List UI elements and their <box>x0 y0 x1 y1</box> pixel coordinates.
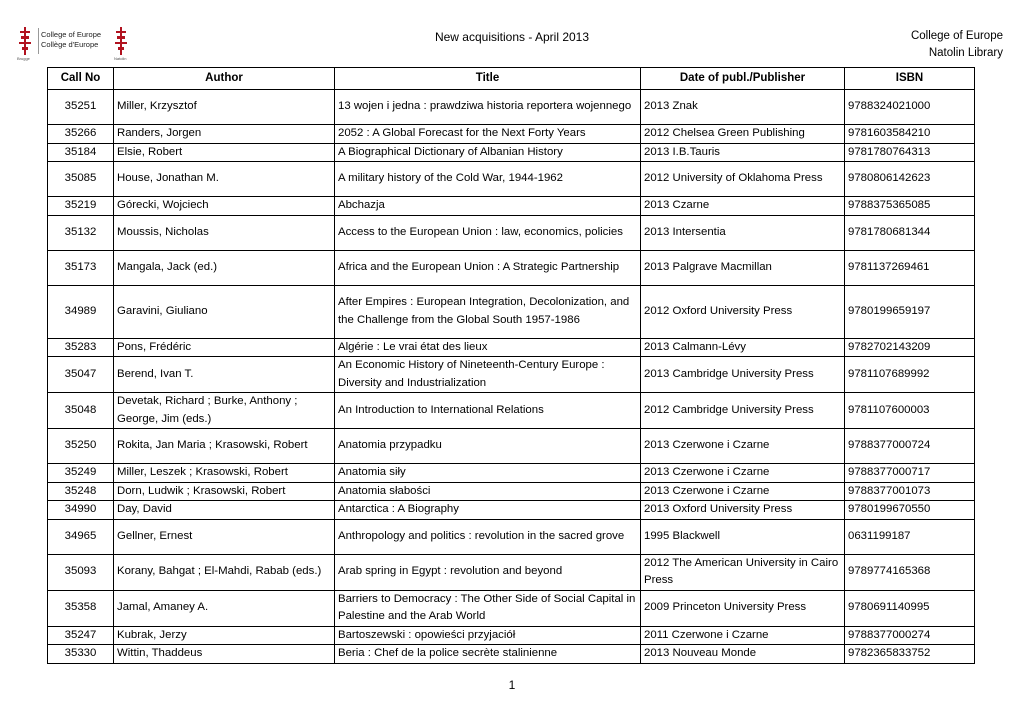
table-header-row <box>48 68 975 90</box>
publisher-cell: 2012 Oxford University Press <box>641 285 845 338</box>
publisher-cell: 2013 Czarne <box>641 197 845 216</box>
author-cell: Pons, Frédéric <box>114 338 335 357</box>
call-no-cell: 35219 <box>48 197 114 216</box>
column-header-call-no: Call No <box>48 68 114 90</box>
publisher-cell: 2012 The American University in Cairo Press <box>641 554 845 590</box>
publisher-cell: 2013 Znak <box>641 90 845 125</box>
table-row <box>48 393 975 429</box>
column-header-isbn: ISBN <box>845 68 975 90</box>
title-cell: A Biographical Dictionary of Albanian History <box>335 143 641 162</box>
isbn-cell: 9781107689992 <box>845 357 975 393</box>
publisher-cell: 2013 Czerwone i Czarne <box>641 429 845 464</box>
call-no-cell: 35132 <box>48 215 114 250</box>
author-cell: Dorn, Ludwik ; Krasowski, Robert <box>114 482 335 501</box>
call-no-cell: 35358 <box>48 590 114 626</box>
call-no-cell: 35250 <box>48 429 114 464</box>
table-row <box>48 357 975 393</box>
institution-name: College of Europe <box>910 30 1003 42</box>
publisher-cell: 2012 Chelsea Green Publishing <box>641 125 845 144</box>
table-row <box>48 90 975 125</box>
call-no-cell: 35048 <box>48 393 114 429</box>
title-cell: Arab spring in Egypt : revolution and beyond <box>335 554 641 590</box>
title-cell: Anatomia siły <box>335 464 641 483</box>
brugge-caption: Brugge <box>17 56 30 61</box>
call-no-cell: 35330 <box>48 645 114 664</box>
table-row <box>48 162 975 197</box>
publisher-cell: 2013 Calmann-Lévy <box>641 338 845 357</box>
column-header-author: Author <box>114 68 335 90</box>
isbn-cell: 9780199659197 <box>845 285 975 338</box>
title-cell: A military history of the Cold War, 1944-1962 <box>335 162 641 197</box>
table-row <box>48 338 975 357</box>
table-row <box>48 464 975 483</box>
isbn-cell: 0631199187 <box>845 519 975 554</box>
isbn-cell: 9789774165368 <box>845 554 975 590</box>
table-row <box>48 554 975 590</box>
logo-line-2: Collège d'Europe <box>41 40 99 49</box>
author-cell: Miller, Krzysztof <box>114 90 335 125</box>
call-no-cell: 35173 <box>48 250 114 285</box>
call-no-cell: 35047 <box>48 357 114 393</box>
page-number: 1 <box>508 678 516 692</box>
publisher-cell: 1995 Blackwell <box>641 519 845 554</box>
title-cell: After Empires : European Integration, Decolonization, and the Challenge from the Global South 1957-1986 <box>335 285 641 338</box>
author-cell: Wittin, Thaddeus <box>114 645 335 664</box>
table-row <box>48 429 975 464</box>
author-cell: Rokita, Jan Maria ; Krasowski, Robert <box>114 429 335 464</box>
author-cell: Kubrak, Jerzy <box>114 626 335 645</box>
publisher-cell: 2013 I.B.Tauris <box>641 143 845 162</box>
title-cell: Beria : Chef de la police secrète stalinienne <box>335 645 641 664</box>
isbn-cell: 9788324021000 <box>845 90 975 125</box>
table-row <box>48 197 975 216</box>
publisher-cell: 2011 Czerwone i Czarne <box>641 626 845 645</box>
publisher-cell: 2013 Czerwone i Czarne <box>641 482 845 501</box>
isbn-cell: 9788377000274 <box>845 626 975 645</box>
publisher-cell: 2013 Palgrave Macmillan <box>641 250 845 285</box>
isbn-cell: 9788377000724 <box>845 429 975 464</box>
column-header-title: Title <box>335 68 641 90</box>
author-cell: Devetak, Richard ; Burke, Anthony ; George, Jim (eds.) <box>114 393 335 429</box>
table-row <box>48 250 975 285</box>
isbn-cell: 9788377000717 <box>845 464 975 483</box>
title-cell: An Introduction to International Relations <box>335 393 641 429</box>
title-cell: Algérie : Le vrai état des lieux <box>335 338 641 357</box>
publisher-cell: 2013 Intersentia <box>641 215 845 250</box>
call-no-cell: 35247 <box>48 626 114 645</box>
institution-block <box>911 28 1003 62</box>
table-row <box>48 501 975 520</box>
title-cell: Antarctica : A Biography <box>335 501 641 520</box>
isbn-cell: 9780806142623 <box>845 162 975 197</box>
table-row <box>48 143 975 162</box>
title-cell: Africa and the European Union : A Strategic Partnership <box>335 250 641 285</box>
call-no-cell: 35248 <box>48 482 114 501</box>
publisher-cell: 2009 Princeton University Press <box>641 590 845 626</box>
publisher-cell: 2013 Nouveau Monde <box>641 645 845 664</box>
isbn-cell: 9788377001073 <box>845 482 975 501</box>
publisher-cell: 2012 University of Oklahoma Press <box>641 162 845 197</box>
publisher-cell: 2013 Cambridge University Press <box>641 357 845 393</box>
title-cell: 13 wojen i jedna : prawdziwa historia reportera wojennego <box>335 90 641 125</box>
isbn-cell: 9780199670550 <box>845 501 975 520</box>
table-row <box>48 645 975 664</box>
author-cell: Jamal, Amaney A. <box>114 590 335 626</box>
publisher-cell: 2013 Czerwone i Czarne <box>641 464 845 483</box>
call-no-cell: 34989 <box>48 285 114 338</box>
call-no-cell: 35184 <box>48 143 114 162</box>
title-cell: Anatomia przypadku <box>335 429 641 464</box>
title-cell: Anatomia słabości <box>335 482 641 501</box>
table-row <box>48 285 975 338</box>
library-name: Natolin Library <box>928 47 1003 59</box>
author-cell: Miller, Leszek ; Krasowski, Robert <box>114 464 335 483</box>
author-cell: Korany, Bahgat ; El-Mahdi, Rabab (eds.) <box>114 554 335 590</box>
publisher-cell: 2013 Oxford University Press <box>641 501 845 520</box>
table-row <box>48 590 975 626</box>
isbn-cell: 9781780681344 <box>845 215 975 250</box>
title-cell: Abchazja <box>335 197 641 216</box>
author-cell: Garavini, Giuliano <box>114 285 335 338</box>
call-no-cell: 35249 <box>48 464 114 483</box>
isbn-cell: 9781780764313 <box>845 143 975 162</box>
isbn-cell: 9788375365085 <box>845 197 975 216</box>
author-cell: Gellner, Ernest <box>114 519 335 554</box>
title-cell: Barriers to Democracy : The Other Side of Social Capital in Palestine and the Arab World <box>335 590 641 626</box>
call-no-cell: 35093 <box>48 554 114 590</box>
isbn-cell: 9782365833752 <box>845 645 975 664</box>
table-row <box>48 125 975 144</box>
isbn-cell: 9780691140995 <box>845 590 975 626</box>
isbn-cell: 9781603584210 <box>845 125 975 144</box>
acquisitions-table <box>47 67 975 664</box>
call-no-cell: 35283 <box>48 338 114 357</box>
call-no-cell: 34965 <box>48 519 114 554</box>
table-row <box>48 215 975 250</box>
call-no-cell: 35085 <box>48 162 114 197</box>
table-row <box>48 626 975 645</box>
author-cell: Moussis, Nicholas <box>114 215 335 250</box>
author-cell: Randers, Jorgen <box>114 125 335 144</box>
call-no-cell: 35266 <box>48 125 114 144</box>
natolin-caption: Natolin <box>114 56 127 61</box>
title-cell: Anthropology and politics : revolution in the sacred grove <box>335 519 641 554</box>
author-cell: Day, David <box>114 501 335 520</box>
publisher-cell: 2012 Cambridge University Press <box>641 393 845 429</box>
author-cell: Elsie, Robert <box>114 143 335 162</box>
isbn-cell: 9782702143209 <box>845 338 975 357</box>
title-cell: An Economic History of Nineteenth-Century Europe : Diversity and Industrialization <box>335 357 641 393</box>
author-cell: Górecki, Wojciech <box>114 197 335 216</box>
call-no-cell: 34990 <box>48 501 114 520</box>
table-row <box>48 519 975 554</box>
table-row <box>48 482 975 501</box>
author-cell: House, Jonathan M. <box>114 162 335 197</box>
isbn-cell: 9781137269461 <box>845 250 975 285</box>
title-cell: 2052 : A Global Forecast for the Next Forty Years <box>335 125 641 144</box>
author-cell: Mangala, Jack (ed.) <box>114 250 335 285</box>
column-header-publisher: Date of publ./Publisher <box>641 68 845 90</box>
call-no-cell: 35251 <box>48 90 114 125</box>
title-cell: Access to the European Union : law, economics, policies <box>335 215 641 250</box>
page-title: New acquisitions - April 2013 <box>434 30 590 44</box>
author-cell: Berend, Ivan T. <box>114 357 335 393</box>
title-cell: Bartoszewski : opowieści przyjaciół <box>335 626 641 645</box>
logo-line-1: College of Europe <box>41 30 102 39</box>
isbn-cell: 9781107600003 <box>845 393 975 429</box>
